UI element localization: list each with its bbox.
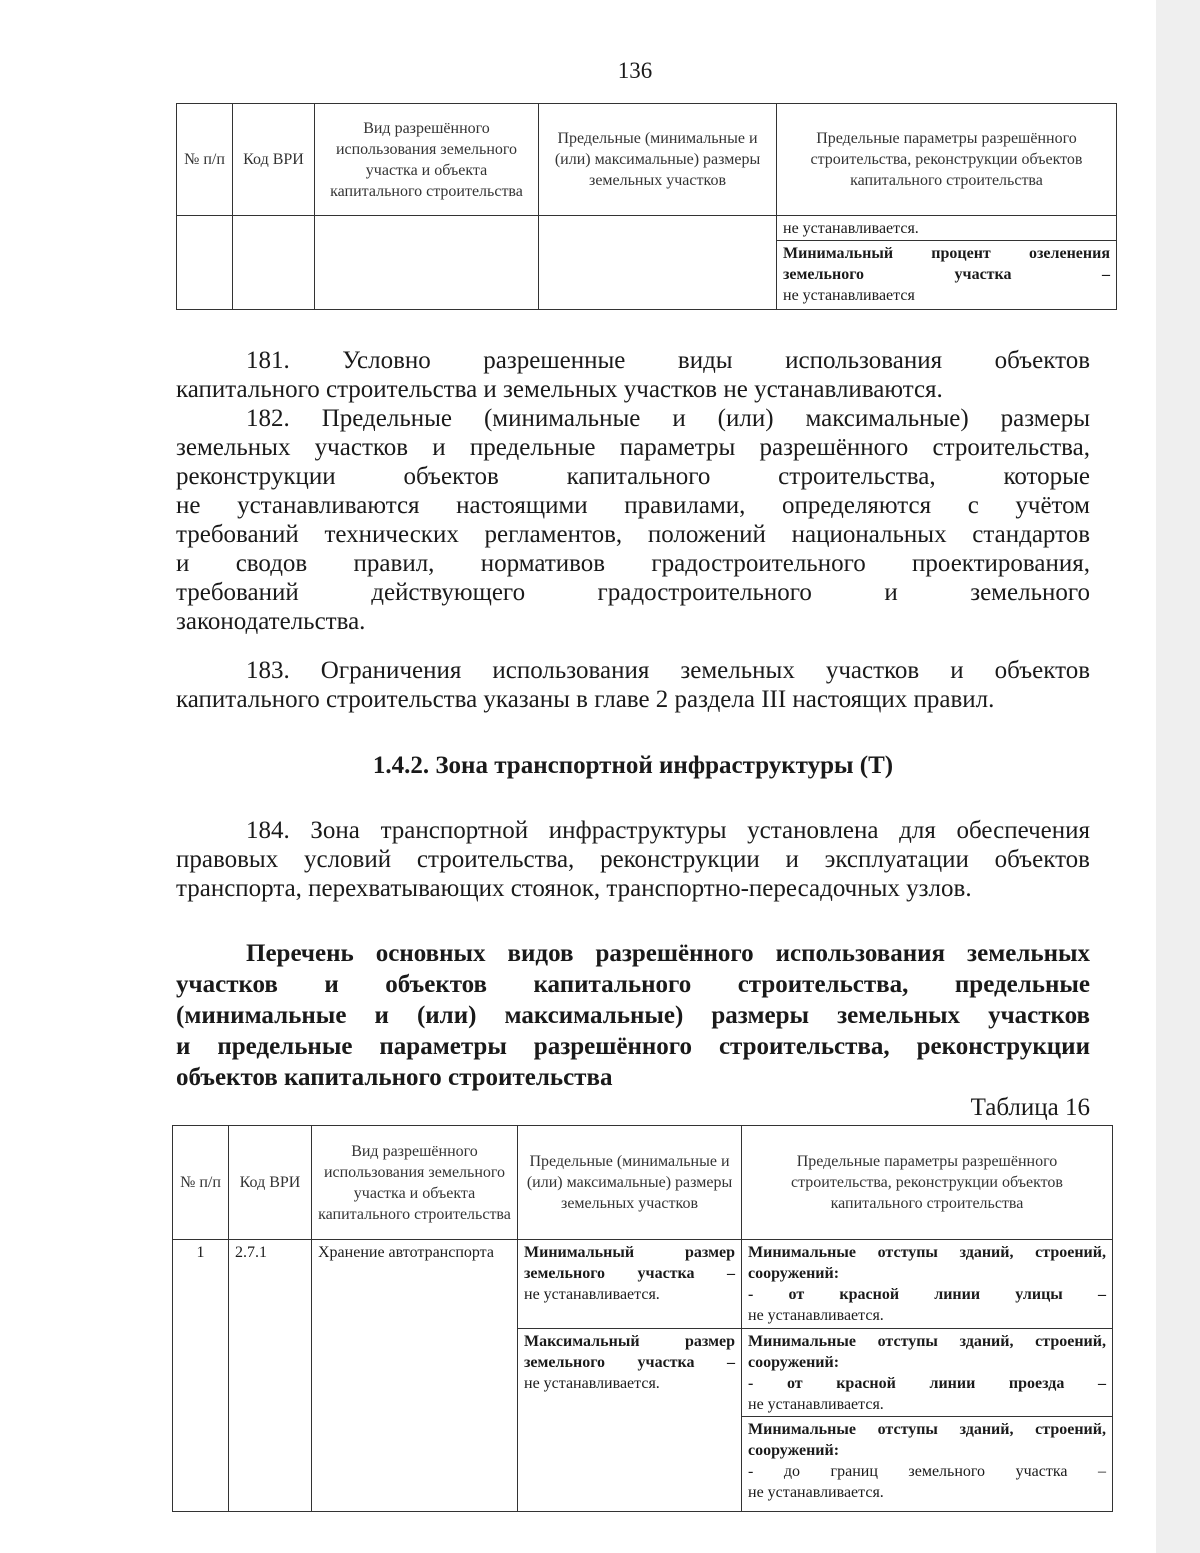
header-use-type: Вид разрешённого использования земельного участка и объекта капитального строительства — [315, 104, 539, 216]
header-number: № п/п — [173, 1126, 229, 1240]
setback-item: - от красной линии улицы – — [748, 1286, 1106, 1303]
max-size-block — [518, 1328, 741, 1396]
paragraph-184: 184. Зона транспортной инфраструктуры установлена для обеспечения правовых условий строительства, реконструкции и эксплуатации объектов транспорта, перехватывающих стоянок, транспортно-пересадочных узлов. — [176, 817, 1090, 902]
setback-street-block — [742, 1240, 1112, 1328]
row-code: 2.7.1 — [229, 1240, 312, 1512]
list-title: Перечень основных видов разрешённого использования земельных участков и объектов капитального строительства, предельные (минимальные и (или) максимальные) размеры земельных участков и предельные параметры разрешённого строительства, реконструкции объектов капитального строительства — [176, 940, 1090, 1091]
params-continuation: не устанавливается. — [783, 220, 919, 237]
max-size-value: не устанавливается. — [524, 1375, 660, 1392]
empty-cell — [539, 216, 777, 310]
header-code: Код ВРИ — [233, 104, 315, 216]
build-params-cell — [742, 1240, 1113, 1512]
header-use-type: Вид разрешённого использования земельного участка и объекта капитального строительства — [312, 1126, 518, 1240]
param-label: Минимальный процент озеленения земельного участка – — [783, 245, 1110, 283]
section-title: 1.4.2. Зона транспортной инфраструктуры (Т) — [372, 752, 894, 779]
setback-label: Минимальные отступы зданий, строений, сооружений: — [748, 1421, 1106, 1459]
header-build-params: Предельные параметры разрешённого строительства, реконструкции объектов капитального строительства — [777, 104, 1117, 216]
table-16 — [172, 1125, 1113, 1512]
header-build-params: Предельные параметры разрешённого строительства, реконструкции объектов капитального строительства — [742, 1126, 1113, 1240]
row-use-type: Хранение автотранспорта — [312, 1240, 518, 1512]
page-number: 136 — [617, 58, 653, 83]
row-number: 1 — [173, 1240, 229, 1512]
setback-passage-block — [742, 1328, 1112, 1416]
land-size-cell — [518, 1240, 742, 1512]
setback-value: не устанавливается. — [748, 1484, 884, 1501]
continued-table — [176, 103, 1117, 310]
params-cell — [777, 216, 1117, 310]
param-green-percent — [777, 240, 1116, 308]
scan-edge — [1156, 0, 1200, 1553]
header-land-size: Предельные (минимальные и (или) максимальные) размеры земельных участков — [518, 1126, 742, 1240]
header-code: Код ВРИ — [229, 1126, 312, 1240]
min-size-value: не устанавливается. — [524, 1286, 660, 1303]
setback-label: Минимальные отступы зданий, строений, сооружений: — [748, 1244, 1106, 1282]
empty-cell — [177, 216, 233, 310]
paragraph-183: 183. Ограничения использования земельных участков и объектов капитального строительства указаны в главе 2 раздела III настоящих правил. — [176, 657, 1090, 713]
table-label: Таблица 16 — [970, 1094, 1090, 1121]
min-size-block — [518, 1240, 741, 1328]
paragraph-181: 181. Условно разрешенные виды использования объектов капитального строительства и земельных участков не устанавливаются. — [176, 347, 1090, 403]
empty-cell — [233, 216, 315, 310]
param-value: не устанавливается — [783, 287, 915, 304]
setback-item: - до границ земельного участка – — [748, 1463, 1106, 1480]
setback-value: не устанавливается. — [748, 1396, 884, 1413]
setback-label: Минимальные отступы зданий, строений, сооружений: — [748, 1333, 1106, 1371]
setback-item: - от красной линии проезда – — [748, 1375, 1106, 1392]
setback-boundary-block — [742, 1416, 1112, 1505]
setback-value: не устанавливается. — [748, 1307, 884, 1324]
header-number: № п/п — [177, 104, 233, 216]
max-size-label: Максимальный размер земельного участка – — [524, 1333, 735, 1371]
empty-cell — [315, 216, 539, 310]
header-land-size: Предельные (минимальные и (или) максимальные) размеры земельных участков — [539, 104, 777, 216]
min-size-label: Минимальный размер земельного участка – — [524, 1244, 735, 1282]
paragraph-182: 182. Предельные (минимальные и (или) максимальные) размеры земельных участков и предельные параметры разрешённого строительства, реконструкции объектов капитального строительства, которые не устанавливаются настоящими правилами, определяются с учётом требований технических регламентов, положений национальных стандартов и сводов правил, нормативов градостроительного проектирования, требований действующего градостроительного и земельного законодательства. — [176, 405, 1090, 635]
